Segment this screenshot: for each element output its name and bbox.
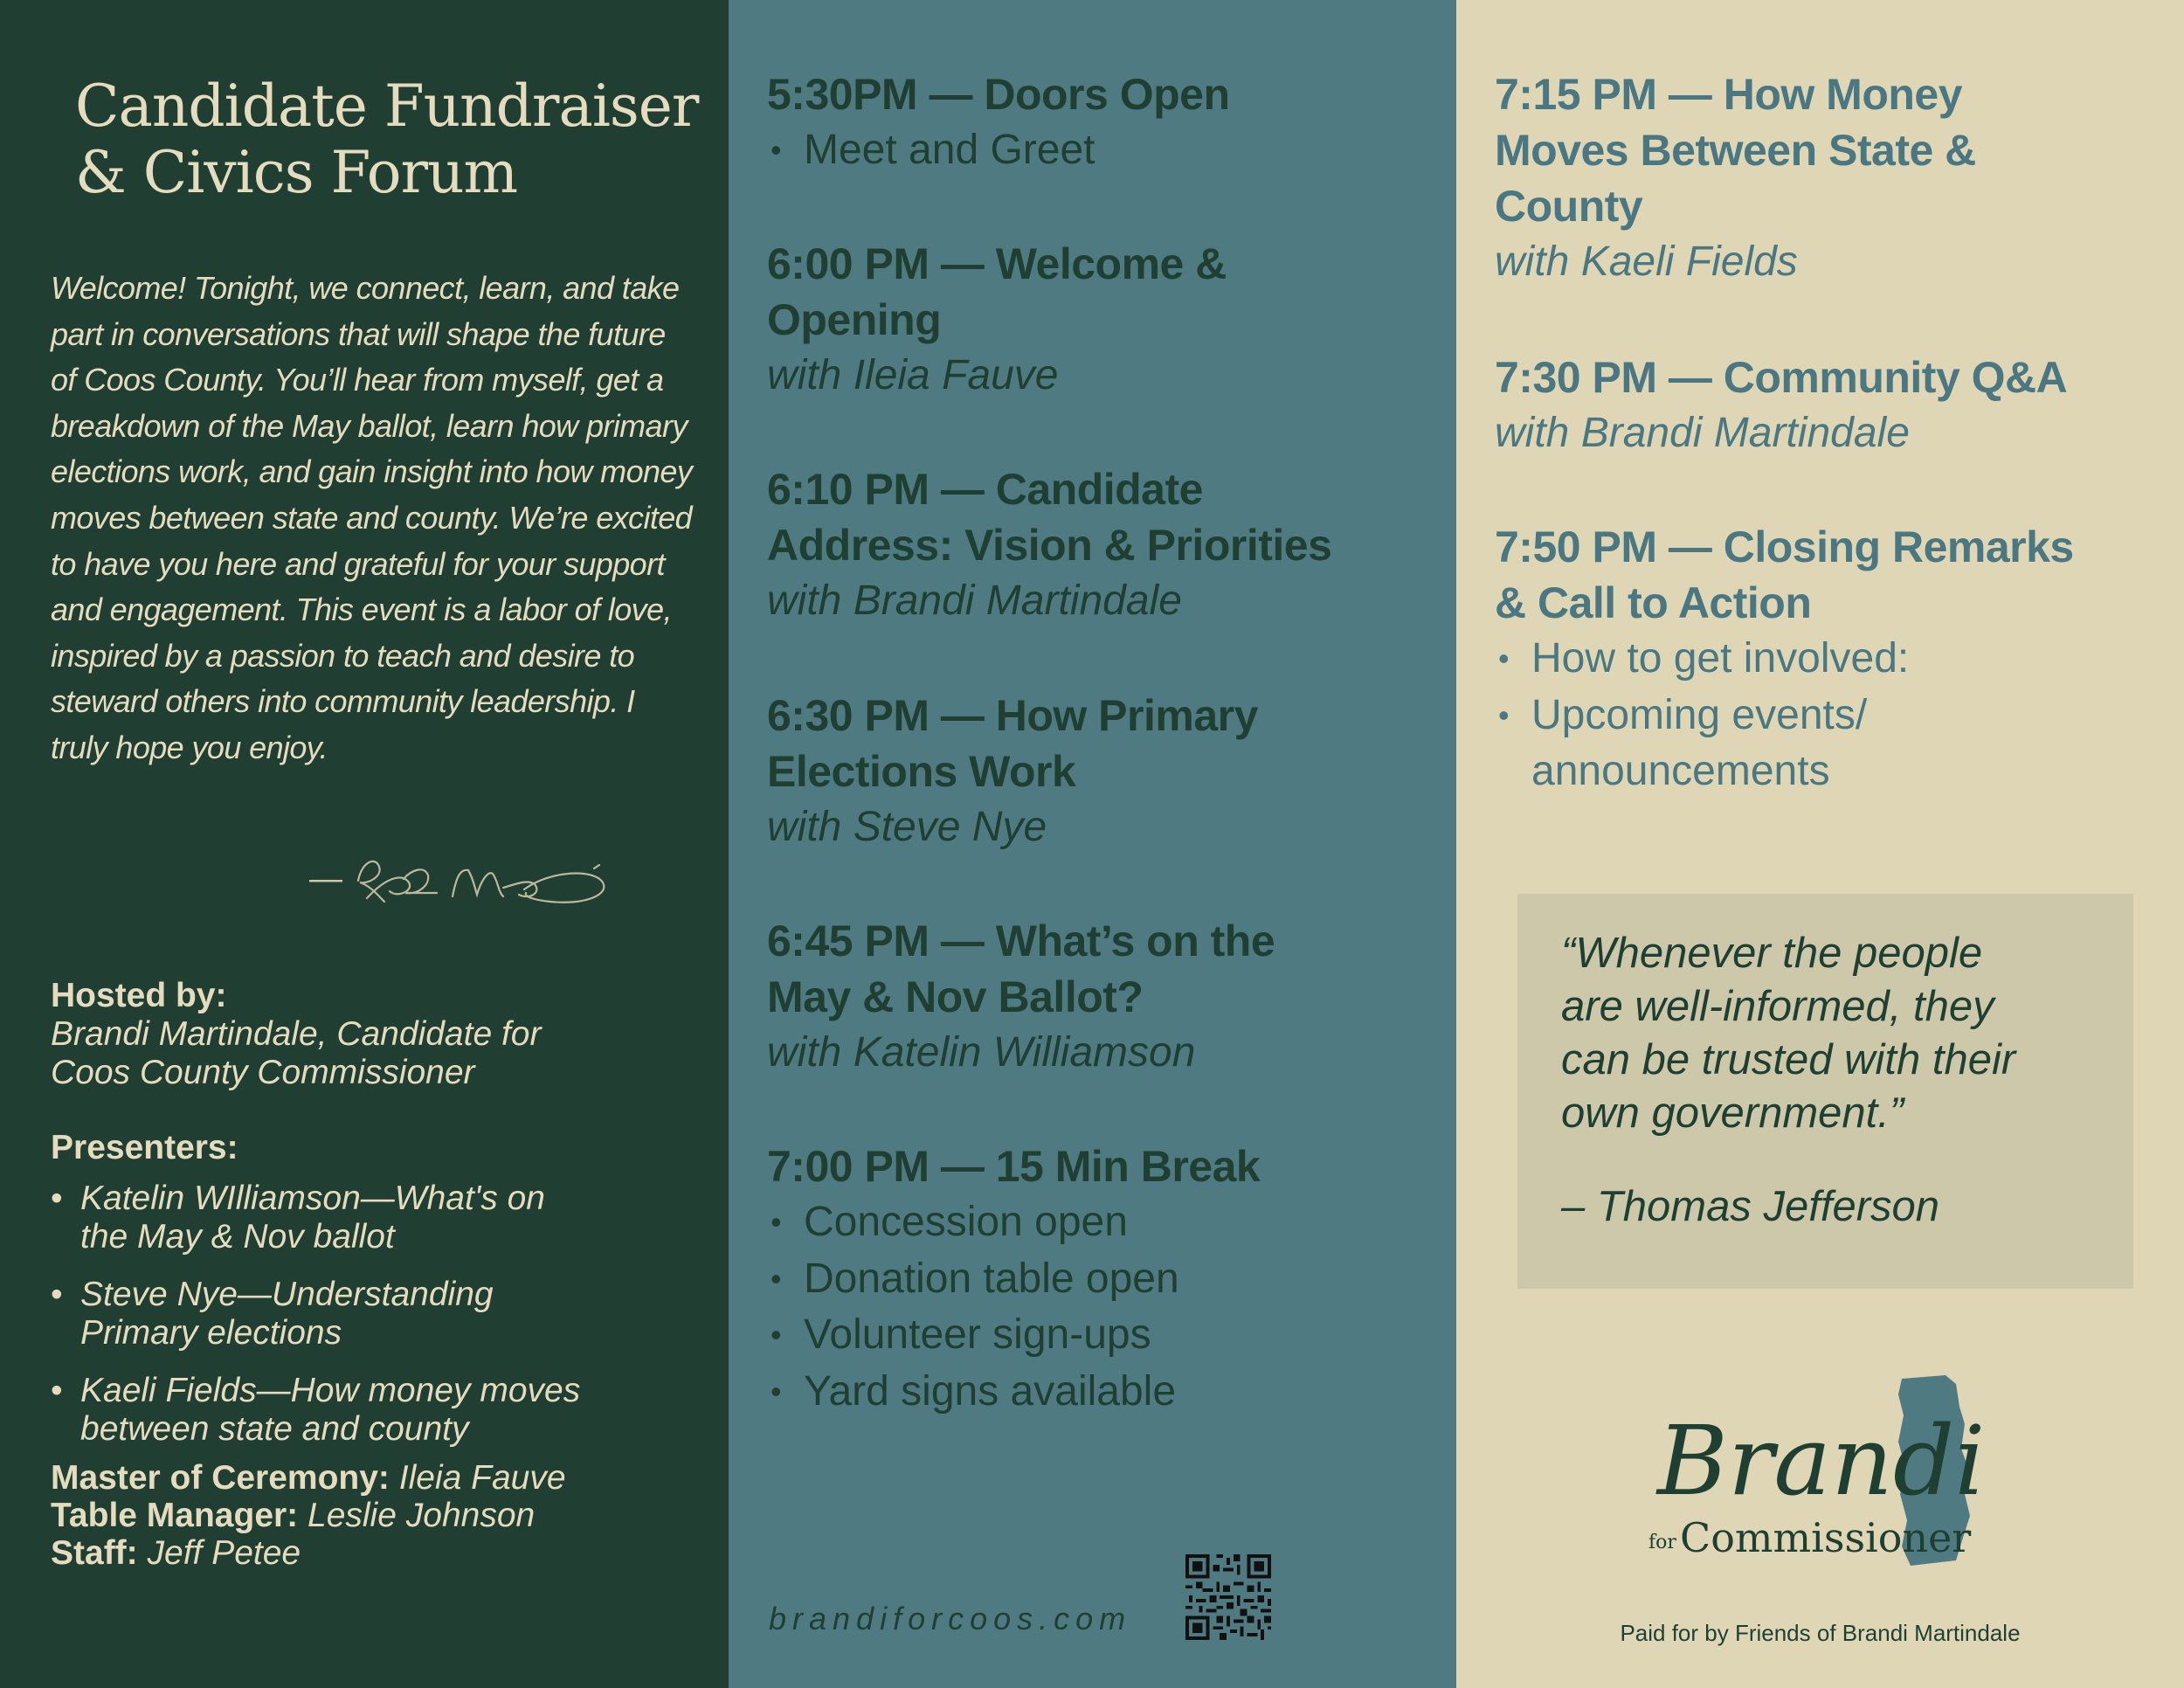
quote-text: “Whenever the people are well-informed, they can be trusted with their own government.” bbox=[1561, 930, 2016, 1137]
schedule-item-candidate-address: 6:10 PM — Candidate Address: Vision & Priorities with Brandi Martindale bbox=[767, 465, 1332, 624]
list-item: • Donation table open bbox=[767, 1251, 1431, 1308]
list-item: • How to get involved: bbox=[1495, 631, 2159, 688]
list-item: • Steve Nye—Understanding Primary elections bbox=[51, 1276, 715, 1352]
credit-row: Staff: Jeff Petee bbox=[51, 1534, 301, 1572]
hosted-line2: Coos County Commissioner bbox=[51, 1054, 475, 1091]
list-item: • Concession open bbox=[767, 1194, 1431, 1251]
presenters-heading: Presenters: bbox=[51, 1129, 238, 1166]
credit-row: Table Manager: Leslie Johnson bbox=[51, 1497, 536, 1534]
hosted-label: Hosted by: bbox=[51, 977, 227, 1014]
list-item: • Upcoming events/ announcements bbox=[1495, 688, 2159, 800]
campaign-logo bbox=[1648, 1363, 2007, 1573]
schedule-item-break: 7:00 PM — 15 Min Break • Concession open • Donation table open • Volunteer sign-ups • Yard signs available bbox=[767, 1138, 1431, 1420]
website-link[interactable]: brandiforcoos.com bbox=[769, 1601, 1132, 1636]
schedule-item-welcome: 6:00 PM — Welcome & Opening with Ileia Fauve bbox=[767, 239, 1227, 398]
schedule-item-closing: 7:50 PM — Closing Remarks & Call to Action • How to get involved: • Upcoming events/ announcements bbox=[1495, 519, 2159, 800]
hosted-line1: Brandi Martindale, Candidate for bbox=[51, 1015, 542, 1053]
logo-for: for bbox=[1648, 1532, 1676, 1553]
list-item: • Volunteer sign-ups bbox=[767, 1307, 1431, 1364]
presenters-list bbox=[51, 1180, 715, 1468]
schedule-item-primary-elections: 6:30 PM — How Primary Elections Work with Steve Nye bbox=[767, 691, 1258, 850]
list-item: • Katelin WIlliamson—What's on the May & Nov ballot bbox=[51, 1180, 715, 1256]
credit-row: Master of Ceremony: Ileia Fauve bbox=[51, 1459, 566, 1497]
schedule-item-doors: 5:30PM — Doors Open • Meet and Greet bbox=[767, 66, 1431, 179]
hosted-by bbox=[51, 977, 697, 1092]
signature-image bbox=[306, 844, 638, 914]
event-credits bbox=[51, 1459, 715, 1572]
list-item: • Kaeli Fields—How money moves between state and county bbox=[51, 1372, 715, 1449]
right-panel bbox=[1456, 0, 2184, 1688]
quote-author: – Thomas Jefferson bbox=[1561, 1183, 1940, 1230]
logo-name: Brandi bbox=[1657, 1405, 1986, 1517]
list-item: • Meet and Greet bbox=[767, 122, 1431, 179]
schedule-item-money-moves: 7:15 PM — How Money Moves Between State & County with Kaeli Fields bbox=[1495, 70, 1976, 285]
middle-panel bbox=[729, 0, 1456, 1688]
page-title: Candidate Fundraiser & Civics Forum bbox=[75, 73, 699, 206]
logo-title: Commissioner bbox=[1680, 1514, 1972, 1561]
left-panel bbox=[0, 0, 729, 1688]
list-item: • Yard signs available bbox=[767, 1364, 1431, 1421]
signature-dash: — bbox=[309, 861, 342, 897]
qr-code-icon[interactable] bbox=[1185, 1554, 1271, 1640]
schedule-item-ballot: 6:45 PM — What’s on the May & Nov Ballot? with Katelin Williamson bbox=[767, 917, 1275, 1076]
paid-for-disclaimer: Paid for by Friends of Brandi Martindale bbox=[1620, 1620, 2021, 1646]
quote-box bbox=[1517, 894, 2133, 1289]
schedule-item-qa: 7:30 PM — Community Q&A with Brandi Martindale bbox=[1495, 353, 2068, 456]
welcome-message: Welcome! Tonight, we connect, learn, and take part in conversations that will shape the future of Coos County. You’ll hear from myself, get a breakdown of the May ballot, learn how primary elections work, and gain insight into how money moves between state and county. We’re excited to have you here and grateful for your support and engagement. This event is a labor of love, inspired by a passion to teach and desire to steward others into community leadership. I truly hope you enjoy. bbox=[51, 270, 693, 765]
